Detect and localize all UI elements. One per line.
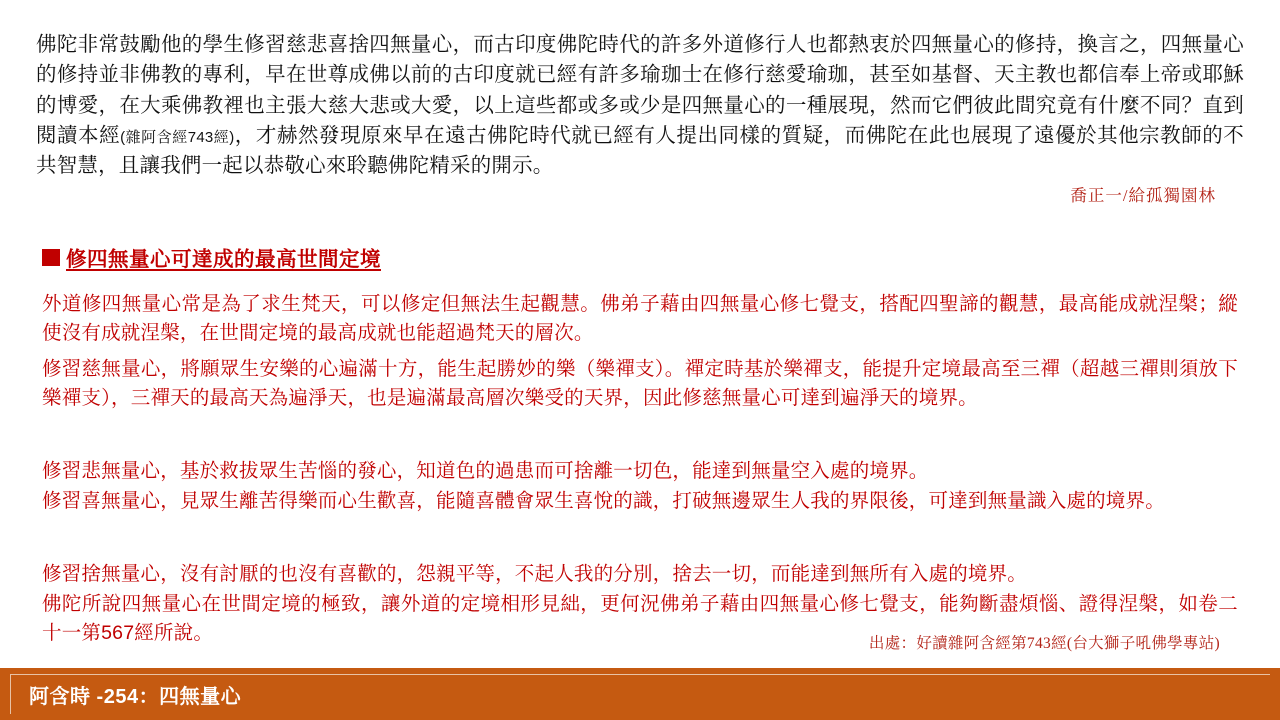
body-paragraph: 外道修四無量心常是為了求生梵天，可以修定但無法生起觀慧。佛弟子藉由四無量心修七覺支，搭配四聖諦的觀慧，最高能成就涅槃；縱使沒有成就涅槃，在世間定境的最高成就也能超過梵天的層次。 bbox=[42, 293, 1238, 345]
body-paragraph: 修習悲無量心，基於救拔眾生苦惱的發心，知道色的過患而可捨離一切色，能達到無量空入處的境界。 bbox=[42, 460, 929, 482]
source-citation: 出處：好讀雜阿含經第743經(台大獅子吼佛學專站) bbox=[868, 635, 1220, 652]
intro-text-part1: 佛陀非常鼓勵他的學生修習慈悲喜捨四無量心，而古印度佛陀時代的許多外道修行人也都熱衷於四無量心的修持，換言之，四無量心的修持並非佛教的專利，早在世尊成佛以前的古印度就已經有許多瑜珈士在修行慈愛瑜珈，甚至如基督、天主教也都信奉上帝或耶穌的博愛，在大乘佛教裡也主張大慈大悲或大愛，以上這些都或多或少是四無量心的一種展現，然而它們彼此間究竟有什麼不同？直到閱讀本經 bbox=[36, 33, 1244, 147]
section-heading-label: 修四無量心可達成的最高世間定境 bbox=[66, 248, 381, 271]
footer-inner bbox=[10, 674, 1270, 714]
sutra-reference: (雜阿含經743經) bbox=[120, 128, 235, 146]
intro-text-part2: ，才赫然發現原來早在遠古佛陀時代就已經有人提出同樣的質疑，而佛陀在此也展現了遠優於其他宗教師的不共智慧，且讓我們一起以恭敬心來聆聽佛陀精采的開示。 bbox=[36, 123, 1244, 178]
square-bullet-icon bbox=[42, 249, 60, 266]
author-byline: 喬正一/給孤獨園林 bbox=[1070, 186, 1216, 205]
footer-bar bbox=[0, 668, 1280, 720]
body-paragraph: 佛陀所說四無量心在世間定境的極致，讓外道的定境相形見絀，更何況佛弟子藉由四無量心修七覺支，能夠斷盡煩惱、證得涅槃，如卷二十一第567經所說。 bbox=[42, 593, 1238, 645]
intro-paragraph bbox=[36, 30, 1244, 182]
section-heading bbox=[42, 242, 381, 272]
body-paragraph: 修習喜無量心，見眾生離苦得樂而心生歡喜，能隨喜體會眾生喜悅的識，打破無邊眾生人我的界限後，可達到無量識入處的境界。 bbox=[42, 490, 1165, 512]
body-paragraph: 修習慈無量心，將願眾生安樂的心遍滿十方，能生起勝妙的樂（樂禪支）。禪定時基於樂禪支，能提升定境最高至三禪（超越三禪則須放下樂禪支），三禪天的最高天為遍淨天，也是遍滿最高層次樂受的天界，因此修慈無量心可達到遍淨天的境界。 bbox=[42, 358, 1238, 410]
body-paragraph: 修習捨無量心，沒有討厭的也沒有喜歡的，怨親平等，不起人我的分別，捨去一切，而能達到無所有入處的境界。 bbox=[42, 563, 1028, 585]
footer-title: 阿含時 -254：四無量心 bbox=[29, 686, 242, 708]
